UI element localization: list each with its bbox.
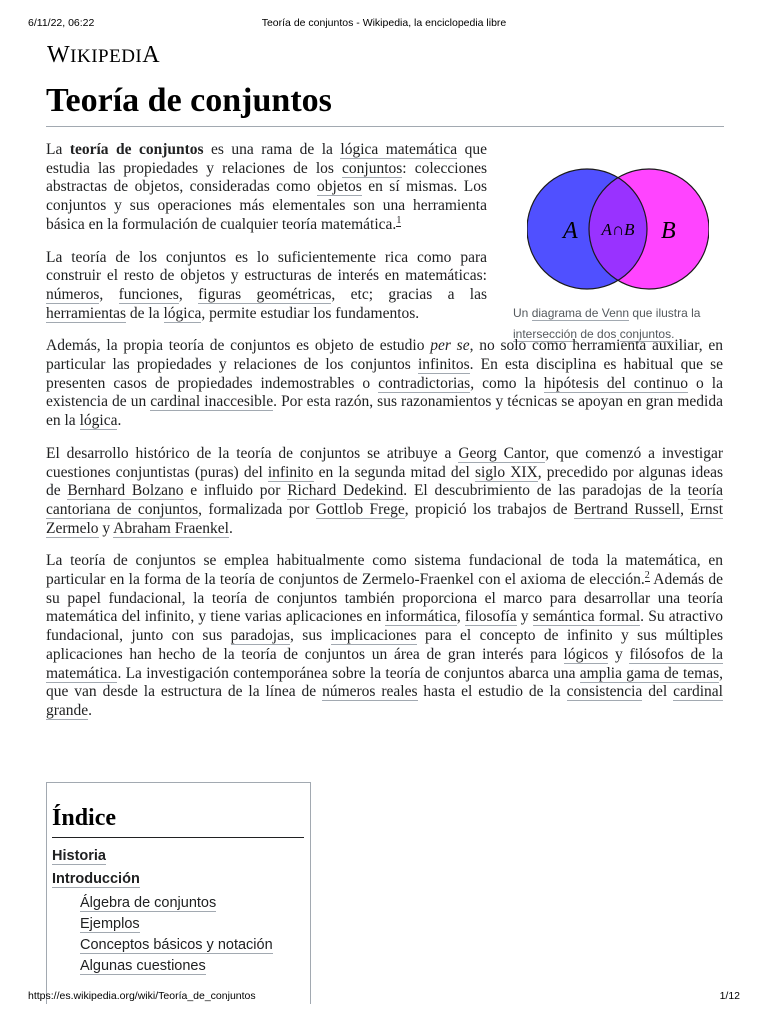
print-date: 6/11/22, 06:22 <box>28 17 95 29</box>
link-infinitos[interactable]: infinitos <box>417 356 470 374</box>
page-title: Teoría de conjuntos <box>46 80 724 127</box>
link-amplia-gama-de-temas[interactable]: amplia gama de temas <box>579 664 720 682</box>
print-footer <box>28 990 740 1004</box>
link-ernst-zermelo[interactable]: Ernst Zermelo <box>46 500 724 537</box>
toc-item-ejemplos[interactable]: Ejemplos <box>80 915 140 932</box>
link-abraham-fraenkel[interactable]: Abraham Fraenkel <box>113 519 229 537</box>
link-numeros-reales[interactable]: números reales <box>322 683 418 701</box>
link-georg-cantor[interactable]: Georg Cantor <box>458 444 546 462</box>
paragraph-1: La teoría de conjuntos es una rama de la lógica matemática que estudia las propiedades y relaciones de los conjuntos: colecciones abstractas de objetos, consideradas como objetos en sí mismas. Los conjuntos y sus operaciones más elementales son una herramienta básica en la formulación de cualquier teoría matemática.$^1$ <box>46 141 487 233</box>
table-of-contents <box>46 782 311 1004</box>
paragraph-4: El desarrollo histórico de la teoría de conjuntos se atribuye a Georg Cantor, que comenzó a investigar cuestiones conjuntistas (puras) del infinito en la segunda mitad del siglo XIX, precedido por algunas ideas de Bernhard Bolzano e influido por Richard Dedekind. El descubrimiento de las paradojas de la teoría cantoriana de conjuntos, formalizada por Gottlob Frege, propició los trabajos de Bertrand Russell, Ernst Zermelo y Abraham Fraenkel. <box>46 444 724 537</box>
reference-1[interactable]: 1 <box>396 214 402 226</box>
link-richard-dedekind[interactable]: Richard Dedekind <box>287 482 404 500</box>
toc-item-algunas-cuestiones[interactable]: Algunas cuestiones <box>80 958 206 975</box>
link-conjuntos-caption[interactable]: conjuntos <box>619 327 672 341</box>
article-body <box>46 141 723 735</box>
link-consistencia[interactable]: consistencia <box>566 683 643 701</box>
link-diagrama-de-venn[interactable]: diagrama de Venn <box>531 306 630 320</box>
link-conjuntos[interactable]: conjuntos <box>342 159 403 177</box>
link-paradojas[interactable]: paradojas <box>230 627 291 645</box>
link-bertrand-russell[interactable]: Bertrand Russell <box>573 500 681 518</box>
link-logica-2[interactable]: lógica <box>79 412 118 430</box>
paragraph-3: Además, la propia teoría de conjuntos es objeto de estudio per se, no solo como herramienta auxiliar, en particular las propiedades y relaciones de los conjuntos infinitos. En esta disciplina es habitual que se presenten casos de propiedades indemostrables o contradictorias, como la hipótesis del continuo o la existencia de un cardinal inaccesible. Por esta razón, sus razonamientos y técnicas se apoyan en gran medida en la lógica. <box>46 337 723 430</box>
print-url: https://es.wikipedia.org/wiki/Teoría_de_conjuntos <box>28 990 256 1002</box>
toc-item-introduccion[interactable]: Introducción <box>52 871 140 888</box>
toc-item-algebra-de-conjuntos[interactable]: Álgebra de conjuntos <box>80 894 217 911</box>
link-cardinal-grande[interactable]: cardinal grande <box>46 683 723 719</box>
print-title: Teoría de conjuntos - Wikipedia, la enciclopedia libre <box>261 17 507 29</box>
link-implicaciones[interactable]: implicaciones <box>330 627 417 645</box>
link-cardinal-inaccesible[interactable]: cardinal inaccesible <box>150 393 274 411</box>
link-gottlob-frege[interactable]: Gottlob Frege <box>315 500 405 518</box>
link-hipotesis-del-continuo[interactable]: hipótesis del continuo <box>543 374 689 392</box>
toc-title: Índice <box>52 805 304 838</box>
figure-caption: Un diagrama de Venn que ilustra la intersección de dos conjuntos. <box>513 306 701 341</box>
link-numeros[interactable]: números <box>46 285 100 303</box>
link-informatica[interactable]: informática <box>385 608 457 626</box>
link-logicos[interactable]: lógicos <box>563 645 609 663</box>
paragraph-2: La teoría de los conjuntos es lo suficientemente rica como para construir el resto de objetos y estructuras de interés en matemáticas: números, funciones, figuras geométricas, etc; gracias a las herramientas de la lógica, permite estudiar los fundamentos. <box>46 248 488 322</box>
intersection-label: A∩B <box>601 220 635 239</box>
link-herramientas[interactable]: herramientas <box>46 304 127 322</box>
link-infinito[interactable]: infinito <box>267 463 314 481</box>
set-b-label: B <box>661 218 676 244</box>
link-objetos[interactable]: objetos <box>317 178 362 196</box>
link-figuras-geometricas[interactable]: figuras geométricas <box>198 285 332 303</box>
print-header <box>28 17 740 31</box>
reference-2[interactable]: 2 <box>644 569 650 581</box>
toc-item-historia[interactable]: Historia <box>52 848 106 864</box>
link-semantica-formal[interactable]: semántica formal <box>532 608 641 626</box>
print-page-number: 1/12 <box>719 990 740 1002</box>
link-teoria-cantoriana[interactable]: teoría cantoriana de conjuntos <box>46 482 723 518</box>
link-bernhard-bolzano[interactable]: Bernhard Bolzano <box>67 482 184 500</box>
link-filosofia[interactable]: filosofía <box>464 608 517 626</box>
paragraph-5: La teoría de conjuntos se emplea habitualmente como sistema fundacional de toda la matemática, en particular en la forma de la teoría de conjuntos de Zermelo-Fraenkel con el axioma de elección.$^2$ Además de su papel fundacional, la teoría de conjuntos también proporciona el marco para desarrollar una teoría matemática del infinito, y tiene varias aplicaciones en informática, filosofía y semántica formal. Su atractivo fundacional, junto con sus paradojas, sus implicaciones para el concepto de infinito y sus múltiples aplicaciones han hecho de la teoría de conjuntos un área de gran interés para lógicos y filósofos de la matemática. La investigación contemporánea sobre la teoría de conjuntos abarca una amplia gama de temas, que van desde la estructura de la línea de números reales hasta el estudio de la consistencia del cardinal grande. <box>46 552 723 719</box>
wikipedia-wordmark[interactable]: WIKIPEDIA <box>47 42 161 68</box>
link-logica-matematica[interactable]: lógica matemática <box>340 141 458 158</box>
link-interseccion[interactable]: intersección <box>513 327 578 341</box>
link-contradictorias[interactable]: contradictorias <box>378 374 471 392</box>
set-a-label: A <box>563 218 578 244</box>
link-funciones[interactable]: funciones <box>118 285 179 303</box>
toc-item-conceptos-basicos[interactable]: Conceptos básicos y notación <box>80 937 273 954</box>
link-filosofos-de-la-matematica[interactable]: filósofos de la matemática <box>46 645 723 682</box>
link-siglo-xix[interactable]: siglo XIX <box>474 463 538 481</box>
link-logica[interactable]: lógica <box>163 304 202 322</box>
